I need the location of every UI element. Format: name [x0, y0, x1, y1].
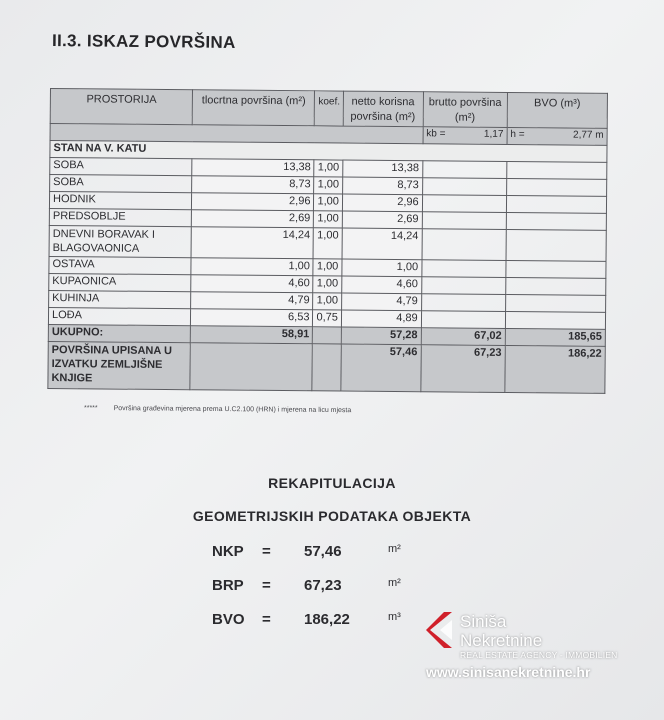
room-tlocrtna: 4,79: [191, 292, 313, 310]
recap-equals: =: [262, 611, 271, 628]
h-label: h =: [510, 129, 525, 141]
recap-label: BVO: [212, 611, 245, 628]
room-tlocrtna: 2,96: [192, 193, 314, 211]
room-brutto-blank: [422, 195, 506, 213]
recap-unit: m²: [388, 577, 401, 589]
total-netto: 57,28: [341, 327, 421, 345]
room-koef: 1,00: [313, 228, 341, 259]
registered-brutto: 67,23: [421, 345, 506, 393]
recap-value: 57,46: [304, 543, 342, 560]
room-brutto-blank: [422, 178, 506, 196]
room-brutto-blank: [422, 229, 506, 261]
room-koef: 1,00: [314, 194, 342, 211]
recap-equals: =: [262, 543, 271, 560]
room-netto: 14,24: [342, 228, 422, 260]
registered-area-label: POVRŠINA UPISANA U IZVATKU ZEMLJIŠNE KNJIGE: [48, 341, 191, 389]
room-netto: 2,96: [342, 194, 422, 212]
watermark-tagline: REAL ESTATE AGENCY - IMMOBILIEN: [460, 650, 618, 660]
recap-title: REKAPITULACIJA: [268, 475, 396, 491]
recap-unit: m³: [388, 611, 401, 623]
total-brutto: 67,02: [421, 328, 505, 346]
room-bvo-blank: [507, 161, 607, 179]
room-tlocrtna: 4,60: [191, 275, 313, 293]
recap-value: 186,22: [304, 611, 350, 628]
kb-cell: [423, 127, 507, 145]
room-koef: 1,00: [313, 259, 341, 276]
registered-tlocrtna-blank: [190, 343, 313, 391]
header-tlocrtna: tlocrtna površina (m²): [192, 90, 315, 126]
room-name: KUHINJA: [49, 290, 191, 308]
room-brutto-blank: [422, 212, 506, 230]
total-tlocrtna: 58,91: [191, 326, 313, 344]
room-bvo-blank: [505, 311, 605, 329]
room-brutto-blank: [422, 161, 506, 179]
header-koef: koef.: [315, 91, 343, 126]
section-label: STAN NA V. KATU: [50, 141, 607, 163]
recap-subtitle: GEOMETRIJSKIH PODATAKA OBJEKTA: [192, 508, 472, 524]
room-koef: 1,00: [313, 293, 341, 310]
room-bvo-blank: [506, 195, 606, 213]
room-tlocrtna: 2,69: [192, 210, 314, 228]
room-name: KUPAONICA: [49, 273, 191, 291]
registered-netto: 57,46: [340, 344, 421, 392]
kb-label: kb =: [426, 128, 446, 140]
area-table-container: [47, 88, 608, 394]
section-heading: II.3. ISKAZ POVRŠINA: [51, 31, 236, 52]
room-koef: 1,00: [314, 211, 342, 228]
recap-unit: m²: [388, 543, 401, 555]
table-header-row: [50, 89, 607, 129]
room-brutto-blank: [421, 277, 505, 295]
recap-label: BRP: [212, 577, 244, 594]
total-bvo: 185,65: [505, 328, 605, 346]
room-name: DNEVNI BORAVAK I BLAGOVAONICA: [49, 225, 192, 257]
footnote-stars: *****: [83, 404, 98, 412]
h-value: 2,77 m: [572, 129, 604, 141]
header-bvo: BVO (m³): [507, 92, 608, 128]
h-cell: [507, 127, 607, 145]
watermark-name-2: Nekretnine: [460, 631, 543, 650]
room-name: SOBA: [50, 158, 192, 176]
room-tlocrtna: 1,00: [191, 258, 313, 276]
room-netto: 4,79: [341, 293, 421, 311]
registered-area-row: [48, 341, 605, 393]
agency-logo-icon: [426, 612, 456, 648]
room-netto: 8,73: [342, 177, 422, 195]
room-netto: 13,38: [342, 160, 422, 178]
room-bvo-blank: [506, 178, 606, 196]
table-row: [49, 225, 606, 261]
room-koef: 1,00: [314, 160, 342, 177]
room-name: PREDSOBLJE: [49, 208, 191, 226]
recap-equals: =: [262, 577, 271, 594]
watermark-website: www.sinisanekretnine.hr: [426, 664, 591, 680]
room-tlocrtna: 13,38: [192, 159, 314, 177]
room-koef: 0,75: [313, 310, 341, 327]
room-bvo-blank: [506, 260, 606, 278]
watermark-name-1: Siniša: [460, 612, 507, 631]
room-name: LOĐA: [48, 307, 190, 325]
registered-bvo: 186,22: [505, 345, 606, 393]
header-netto: netto korisna površina (m²): [343, 91, 423, 127]
room-tlocrtna: 8,73: [192, 176, 314, 194]
room-bvo-blank: [506, 212, 606, 230]
registered-koef-blank: [312, 344, 340, 391]
room-koef: 1,00: [314, 177, 342, 194]
room-name: HODNIK: [49, 192, 191, 210]
room-netto: 4,89: [341, 310, 421, 328]
total-label: UKUPNO:: [48, 324, 190, 342]
room-netto: 1,00: [341, 259, 421, 277]
room-brutto-blank: [421, 311, 505, 329]
room-brutto-blank: [422, 260, 506, 278]
room-bvo-blank: [506, 229, 606, 261]
room-name: SOBA: [50, 175, 192, 193]
header-brutto: brutto površina (m²): [423, 92, 507, 128]
room-name: OSTAVA: [49, 256, 191, 274]
kb-value: 1,17: [483, 128, 504, 140]
room-rows: [48, 158, 606, 330]
room-koef: 1,00: [313, 276, 341, 293]
area-table: [47, 88, 608, 394]
room-bvo-blank: [505, 294, 605, 312]
recap-label: NKP: [212, 543, 244, 560]
room-netto: 4,60: [341, 276, 421, 294]
room-brutto-blank: [421, 294, 505, 312]
total-koef-blank: [313, 327, 341, 344]
recap-value: 67,23: [304, 577, 342, 594]
room-netto: 2,69: [342, 211, 422, 229]
footnote: [84, 405, 351, 414]
footnote-text: Površina građevina mjerena prema U.C2.100 (HRN) i mjerena na licu mjesta: [113, 405, 352, 415]
room-tlocrtna: 6,53: [191, 309, 313, 327]
room-bvo-blank: [506, 277, 606, 295]
header-prostorija: PROSTORIJA: [50, 89, 193, 125]
room-tlocrtna: 14,24: [191, 227, 313, 259]
